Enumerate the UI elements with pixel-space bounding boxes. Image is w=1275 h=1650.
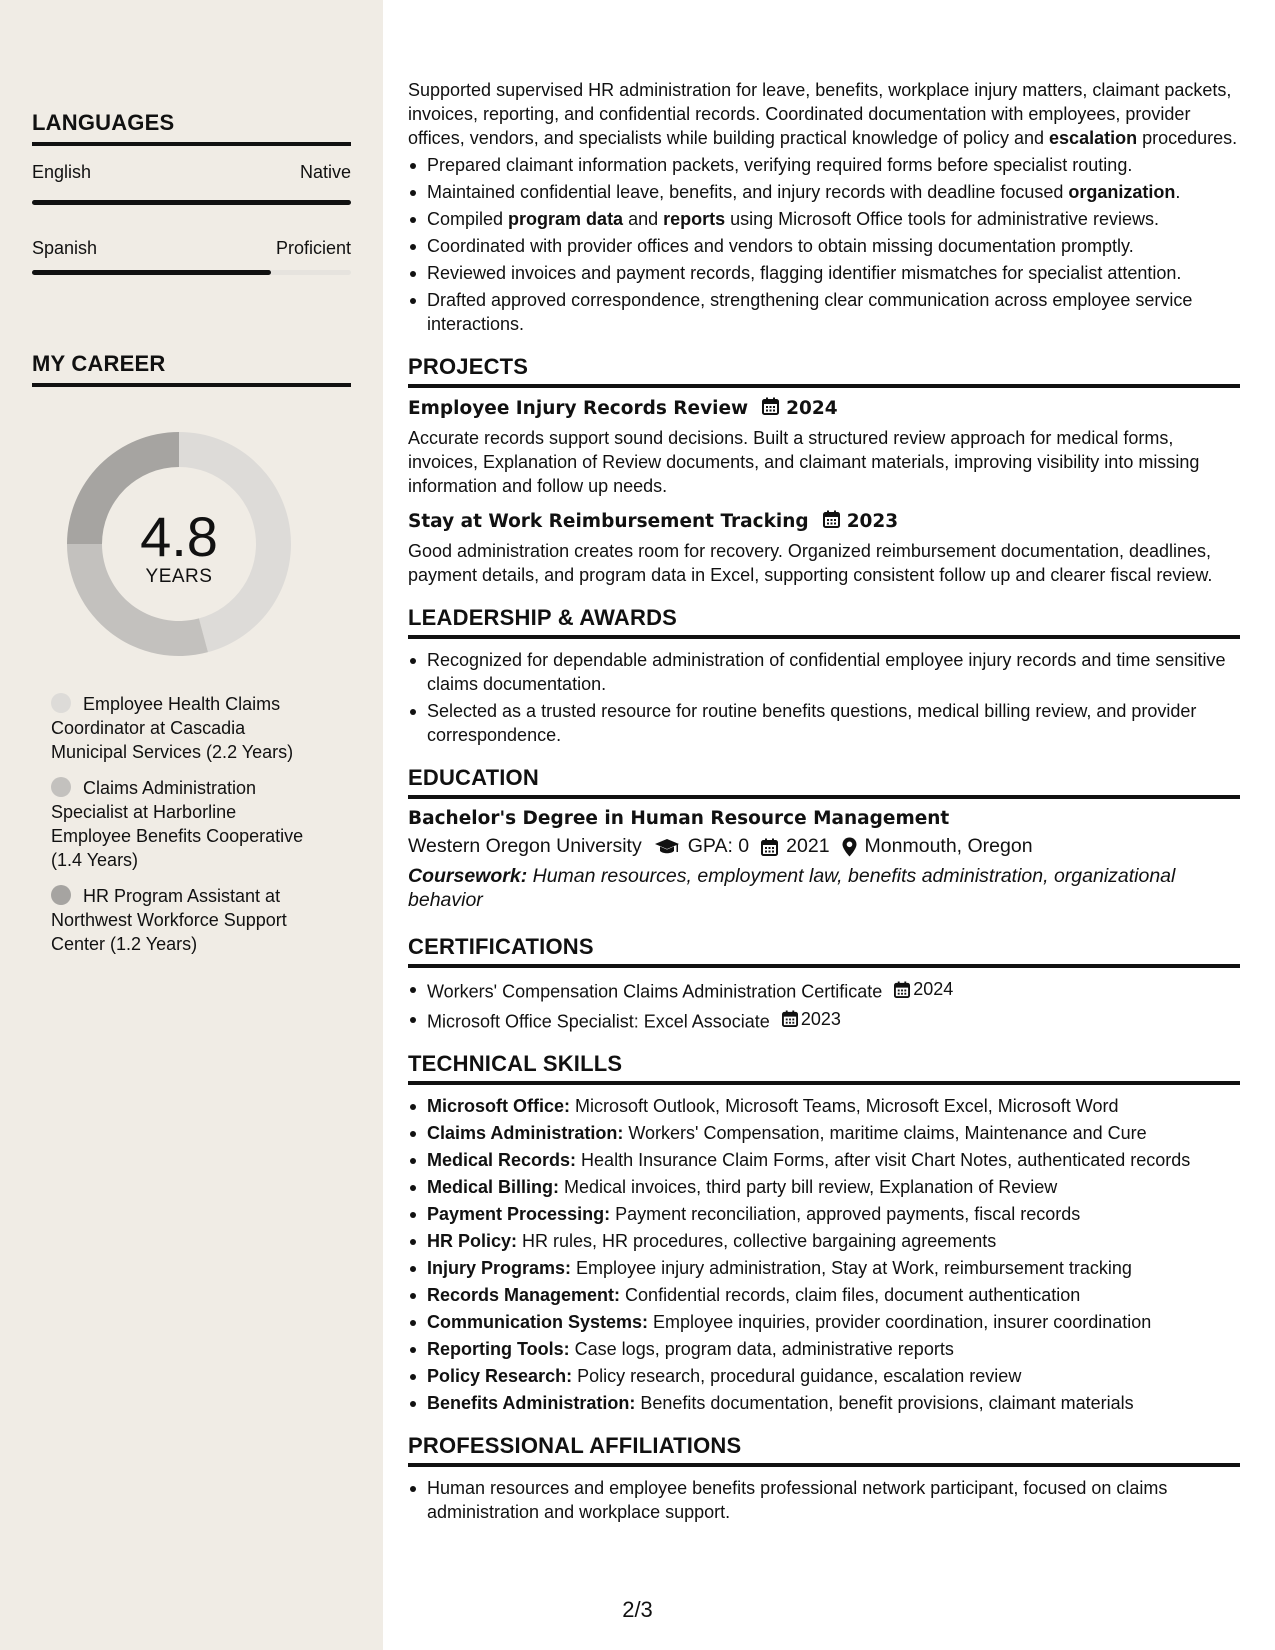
language-bar-spanish bbox=[32, 270, 351, 275]
career-legend-item bbox=[51, 884, 321, 956]
skill-item: Claims Administration: Workers' Compensation, maritime claims, Maintenance and Cure bbox=[408, 1121, 1240, 1145]
skills-list bbox=[408, 1094, 1240, 1415]
career-legend bbox=[51, 692, 321, 968]
experience-bullet: Reviewed invoices and payment records, flagging identifier mismatches for specialist attention. bbox=[408, 261, 1240, 285]
skill-item: Injury Programs: Employee injury administration, Stay at Work, reimbursement tracking bbox=[408, 1256, 1240, 1280]
skill-item: Benefits Administration: Benefits documentation, benefit provisions, claimant materials bbox=[408, 1391, 1240, 1415]
education-meta bbox=[408, 835, 1240, 858]
project-year: 2023 bbox=[846, 511, 899, 532]
project-title: Stay at Work Reimbursement Tracking 2023 bbox=[408, 511, 899, 532]
page-number: 2/3 bbox=[622, 1597, 653, 1622]
legend-dot bbox=[51, 777, 71, 797]
language-bar-english bbox=[32, 200, 351, 205]
skill-item: HR Policy: HR rules, HR procedures, collective bargaining agreements bbox=[408, 1229, 1240, 1253]
language-name: Spanish bbox=[32, 238, 98, 258]
experience-bullet: Drafted approved correspondence, strengthening clear communication across employee service interactions. bbox=[408, 288, 1240, 336]
language-row-english bbox=[32, 162, 351, 183]
skills-heading: TECHNICAL SKILLS bbox=[408, 1051, 1240, 1085]
certification-item: Workers' Compensation Claims Administration Certificate 2024 bbox=[408, 977, 1240, 1004]
calendar-icon bbox=[782, 1010, 798, 1027]
skill-item: Medical Billing: Medical invoices, third party bill review, Explanation of Review bbox=[408, 1175, 1240, 1199]
certifications-heading: CERTIFICATIONS bbox=[408, 934, 1240, 968]
legend-dot bbox=[51, 693, 71, 713]
certification-item: Microsoft Office Specialist: Excel Associate 2023 bbox=[408, 1007, 1240, 1034]
experience-bullets bbox=[408, 153, 1240, 336]
calendar-icon bbox=[894, 981, 910, 998]
career-total-value: 4.8 bbox=[140, 505, 218, 568]
skill-item: Reporting Tools: Case logs, program data, administrative reports bbox=[408, 1337, 1240, 1361]
graduation-cap-icon bbox=[654, 838, 680, 856]
language-bar-fill bbox=[32, 200, 351, 205]
calendar-icon bbox=[761, 838, 778, 856]
main-content bbox=[408, 78, 1240, 1524]
leadership-heading: LEADERSHIP & AWARDS bbox=[408, 605, 1240, 639]
experience-summary: Supported supervised HR administration for leave, benefits, workplace injury matters, claimant packets, invoices, reporting, and confidential records. Coordinated documentation with employees, provider offices, vendors, and specialists while building practical knowledge of policy and escalation procedures. bbox=[408, 80, 1238, 148]
education-heading: EDUCATION bbox=[408, 765, 1240, 799]
school-location: Monmouth, Oregon bbox=[864, 835, 1033, 857]
school-name: Western Oregon University bbox=[408, 835, 642, 857]
language-name: English bbox=[32, 162, 92, 182]
certifications-list bbox=[408, 977, 1240, 1033]
affiliation-item: Human resources and employee benefits professional network participant, focused on claims administration and workplace support. bbox=[408, 1476, 1240, 1524]
legend-label: Claims Administration Specialist at Harborline Employee Benefits Cooperative (1.4 Years) bbox=[51, 778, 304, 870]
skill-item: Payment Processing: Payment reconciliation, approved payments, fiscal records bbox=[408, 1202, 1240, 1226]
leadership-item: Selected as a trusted resource for routine benefits questions, medical billing review, and provider correspondence. bbox=[408, 699, 1240, 747]
project-year: 2024 bbox=[786, 398, 838, 419]
career-donut-chart bbox=[67, 432, 291, 656]
language-level: Proficient bbox=[275, 238, 351, 258]
language-bar-fill bbox=[32, 270, 271, 275]
skill-item: Medical Records: Health Insurance Claim Forms, after visit Chart Notes, authenticated records bbox=[408, 1148, 1240, 1172]
languages-heading: LANGUAGES bbox=[32, 110, 351, 146]
skill-item: Microsoft Office: Microsoft Outlook, Microsoft Teams, Microsoft Excel, Microsoft Word bbox=[408, 1094, 1240, 1118]
project-title: Employee Injury Records Review 2024 bbox=[408, 398, 838, 419]
legend-label: Employee Health Claims Coordinator at Cascadia Municipal Services (2.2 Years) bbox=[51, 694, 294, 762]
project-description: Good administration creates room for recovery. Organized reimbursement documentation, deadlines, payment details, and program data in Excel, supporting consistent follow up and clearer fiscal review. bbox=[408, 541, 1213, 585]
skill-item: Records Management: Confidential records, claim files, document authentication bbox=[408, 1283, 1240, 1307]
legend-dot bbox=[51, 885, 71, 905]
experience-bullet: Compiled program data and reports using Microsoft Office tools for administrative reviews. bbox=[408, 207, 1240, 231]
language-level: Native bbox=[299, 162, 351, 182]
gpa: GPA: 0 bbox=[687, 835, 750, 857]
skill-item: Communication Systems: Employee inquiries, provider coordination, insurer coordination bbox=[408, 1310, 1240, 1334]
leadership-list bbox=[408, 648, 1240, 747]
experience-bullet: Prepared claimant information packets, verifying required forms before specialist routing. bbox=[408, 153, 1240, 177]
coursework: Coursework: Human resources, employment law, benefits administration, organizational behavior bbox=[408, 865, 1176, 911]
skill-item: Policy Research: Policy research, procedural guidance, escalation review bbox=[408, 1364, 1240, 1388]
leadership-item: Recognized for dependable administration of confidential employee injury records and time sensitive claims documentation. bbox=[408, 648, 1240, 696]
sidebar bbox=[0, 0, 383, 1650]
career-heading: MY CAREER bbox=[32, 351, 351, 387]
degree-title: Bachelor's Degree in Human Resource Management bbox=[408, 808, 950, 829]
affiliations-heading: PROFESSIONAL AFFILIATIONS bbox=[408, 1433, 1240, 1467]
experience-bullet: Maintained confidential leave, benefits, and injury records with deadline focused organization. bbox=[408, 180, 1240, 204]
map-pin-icon bbox=[842, 837, 857, 857]
graduation-year: 2021 bbox=[786, 835, 830, 857]
career-legend-item bbox=[51, 776, 321, 872]
career-legend-item bbox=[51, 692, 321, 764]
experience-bullet: Coordinated with provider offices and vendors to obtain missing documentation promptly. bbox=[408, 234, 1240, 258]
project-description: Accurate records support sound decisions. Built a structured review approach for medical forms, invoices, Explanation of Review documents, and claimant materials, improving visibility into missing information and follow up needs. bbox=[408, 428, 1200, 496]
calendar-icon bbox=[762, 397, 779, 420]
projects-heading: PROJECTS bbox=[408, 354, 1240, 388]
legend-label: HR Program Assistant at Northwest Workforce Support Center (1.2 Years) bbox=[51, 886, 287, 954]
language-row-spanish bbox=[32, 238, 351, 259]
affiliations-list bbox=[408, 1476, 1240, 1524]
career-total-unit: YEARS bbox=[145, 566, 213, 587]
calendar-icon bbox=[823, 510, 840, 533]
